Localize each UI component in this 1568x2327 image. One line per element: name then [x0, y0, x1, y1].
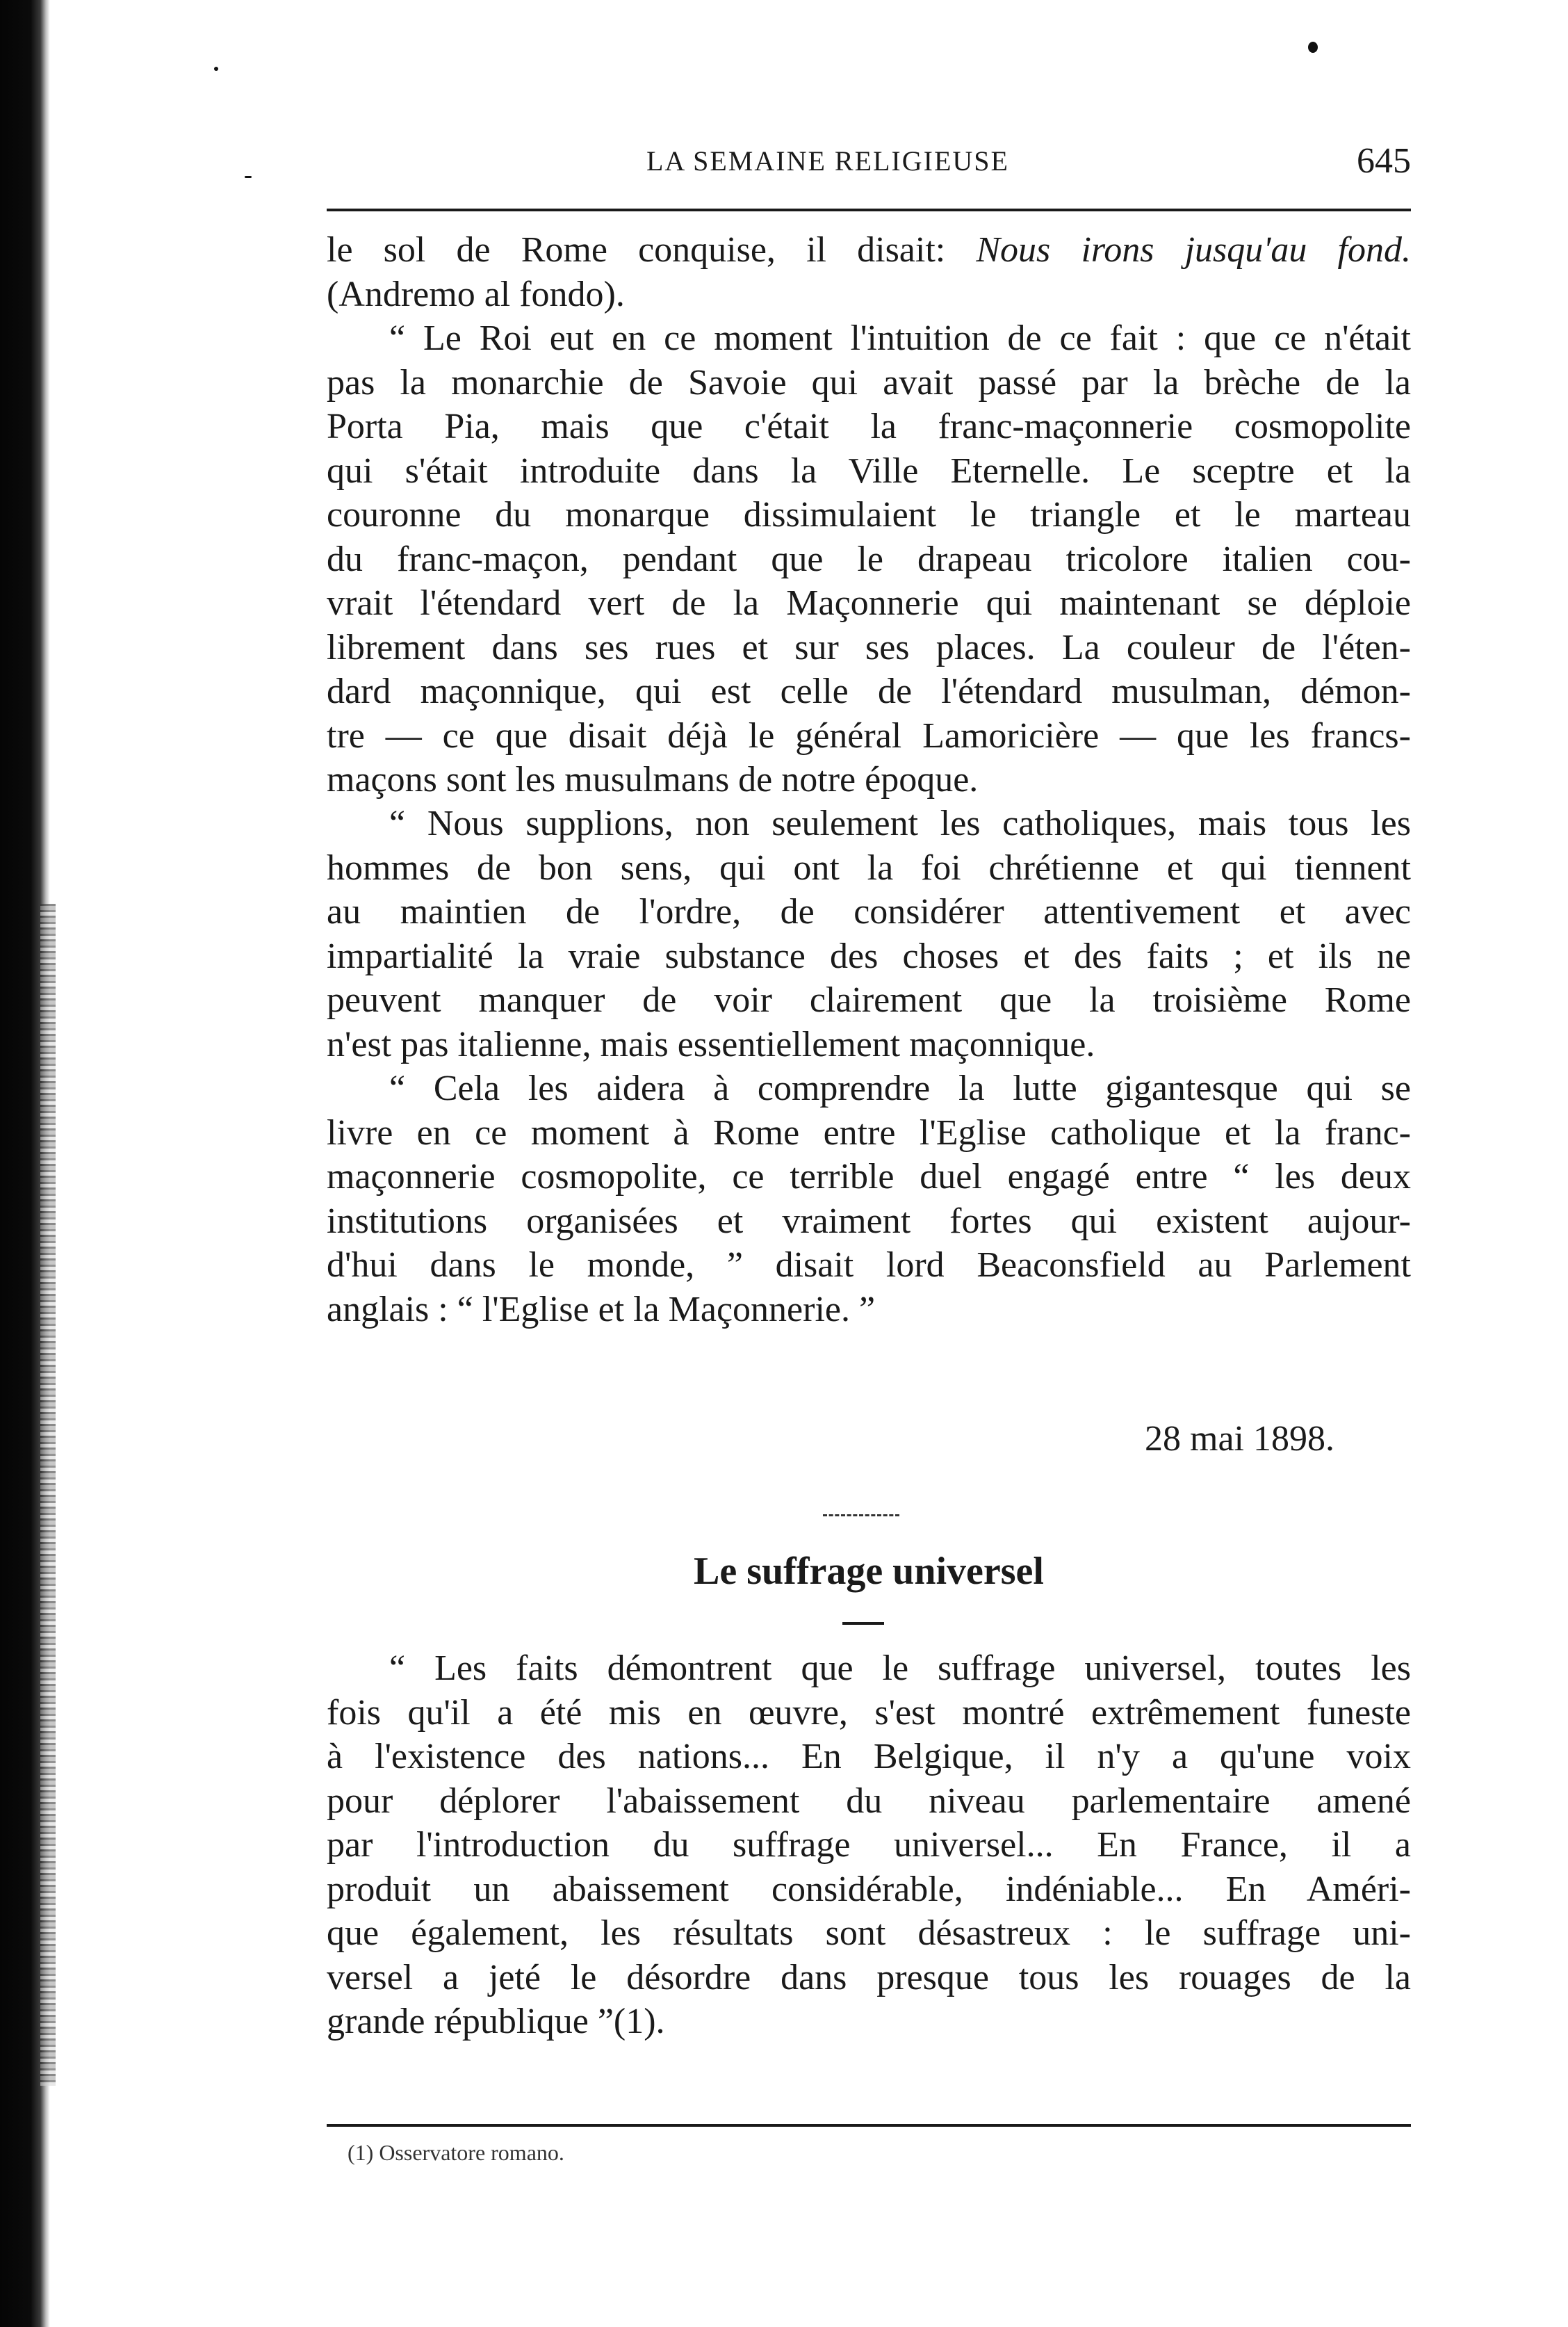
text-line: à l'existence des nations... En Belgique, il n'y a qu'une voix: [327, 1737, 1411, 1776]
paragraph-king-intuition: [327, 316, 1411, 802]
paragraph-gigantic-struggle: [327, 1067, 1411, 1331]
dateline: 28 mai 1898.: [1145, 1419, 1334, 1459]
text-line: couronne du monarque dissimulaient le triangle et le marteau: [327, 495, 1411, 535]
page-number: 645: [1357, 141, 1411, 181]
text-line: hommes de bon sens, qui ont la foi chrétienne et qui tiennent: [327, 848, 1411, 888]
scan-binding-speckle: [40, 904, 56, 2086]
text-line: au maintien de l'ordre, de considérer attentivement et avec: [327, 892, 1411, 932]
scan-ink-spot: [1308, 42, 1318, 53]
header-rule: [327, 209, 1411, 211]
text-line: (Andremo al fondo).: [327, 274, 625, 314]
text-line: institutions organisées et vraiment fortes qui existent aujour-: [327, 1201, 1411, 1241]
text-line: fois qu'il a été mis en œuvre, s'est montré extrêmement funeste: [327, 1692, 1411, 1733]
text-line: produit un abaissement considérable, indéniable... En Améri-: [327, 1869, 1411, 1909]
footnote: (1) Osservatore romano.: [348, 2140, 564, 2165]
text-line: tre — ce que disait déjà le général Lamoricière — que les francs-: [327, 715, 1411, 756]
text-line: que également, les résultats sont désastreux : le suffrage uni-: [327, 1913, 1411, 1953]
text-line: vrait l'étendard vert de la Maçonnerie qui maintenant se déploie: [327, 583, 1411, 623]
text-line: impartialité la vraie substance des choses et des faits ; et ils ne: [327, 936, 1411, 976]
text-line: d'hui dans le monde, ” disait lord Beaconsfield au Parlement: [327, 1245, 1411, 1285]
text-line: librement dans ses rues et sur ses places. La couleur de l'éten-: [327, 627, 1411, 667]
text-line: grande république ”(1).: [327, 2002, 665, 2041]
text-line-italic: Nous irons jusqu'au fond.: [976, 230, 1411, 270]
text-line: dard maçonnique, qui est celle de l'étendard musulman, démon-: [327, 672, 1411, 711]
text-line: Porta Pia, mais que c'était la franc-maçonnerie cosmopolite: [327, 407, 1411, 446]
scan-ink-spot: [245, 176, 252, 178]
paragraph-universal-suffrage: [327, 1646, 1411, 2044]
text-line: qui s'était introduite dans la Ville Eternelle. Le sceptre et la: [327, 451, 1411, 491]
text-line: par l'introduction du suffrage universel... En France, il a: [327, 1825, 1411, 1865]
text-line: pour déplorer l'abaissement du niveau parlementaire amené: [327, 1781, 1411, 1821]
section-title: Le suffrage universel: [694, 1550, 1044, 1593]
text-line: anglais : “ l'Eglise et la Maçonnerie. ”: [327, 1289, 876, 1329]
paragraph-continuation: [327, 228, 1411, 316]
text-line: “ Cela les aidera à comprendre la lutte gigantesque qui se: [389, 1069, 1411, 1108]
scan-ink-spot: [214, 67, 218, 71]
running-head: [327, 141, 1411, 189]
text-line: peuvent manquer de voir clairement que la troisième Rome: [327, 980, 1411, 1020]
section-separator: [823, 1514, 899, 1516]
text-line: “ Nous supplions, non seulement les catholiques, mais tous les: [389, 804, 1411, 843]
text-line: maçons sont les musulmans de notre époque.: [327, 760, 979, 800]
text-line: pas la monarchie de Savoie qui avait passé par la brèche de la: [327, 362, 1411, 403]
text-line: n'est pas italienne, mais essentiellement maçonnique.: [327, 1024, 1095, 1064]
text-line: “ Le Roi eut en ce moment l'intuition de ce fait : que ce n'était: [389, 318, 1411, 358]
title-rule: [842, 1622, 884, 1625]
text-line: maçonnerie cosmopolite, ce terrible duel engagé entre “ les deux: [327, 1157, 1411, 1197]
text-line: “ Les faits démontrent que le suffrage universel, toutes les: [389, 1648, 1411, 1688]
paragraph-supplication: [327, 802, 1411, 1067]
text-line: versel a jeté le désordre dans presque tous les rouages de la: [327, 1957, 1411, 1997]
text-line: [327, 228, 1411, 273]
running-title: LA SEMAINE RELIGIEUSE: [646, 145, 1009, 177]
text-line: du franc-maçon, pendant que le drapeau tricolore italien cou-: [327, 539, 1411, 579]
footnote-rule: [327, 2124, 1411, 2127]
text-line: livre en ce moment à Rome entre l'Eglise catholique et la franc-: [327, 1112, 1411, 1153]
text-line-roman: le sol de Rome conquise, il disait:: [327, 230, 977, 270]
